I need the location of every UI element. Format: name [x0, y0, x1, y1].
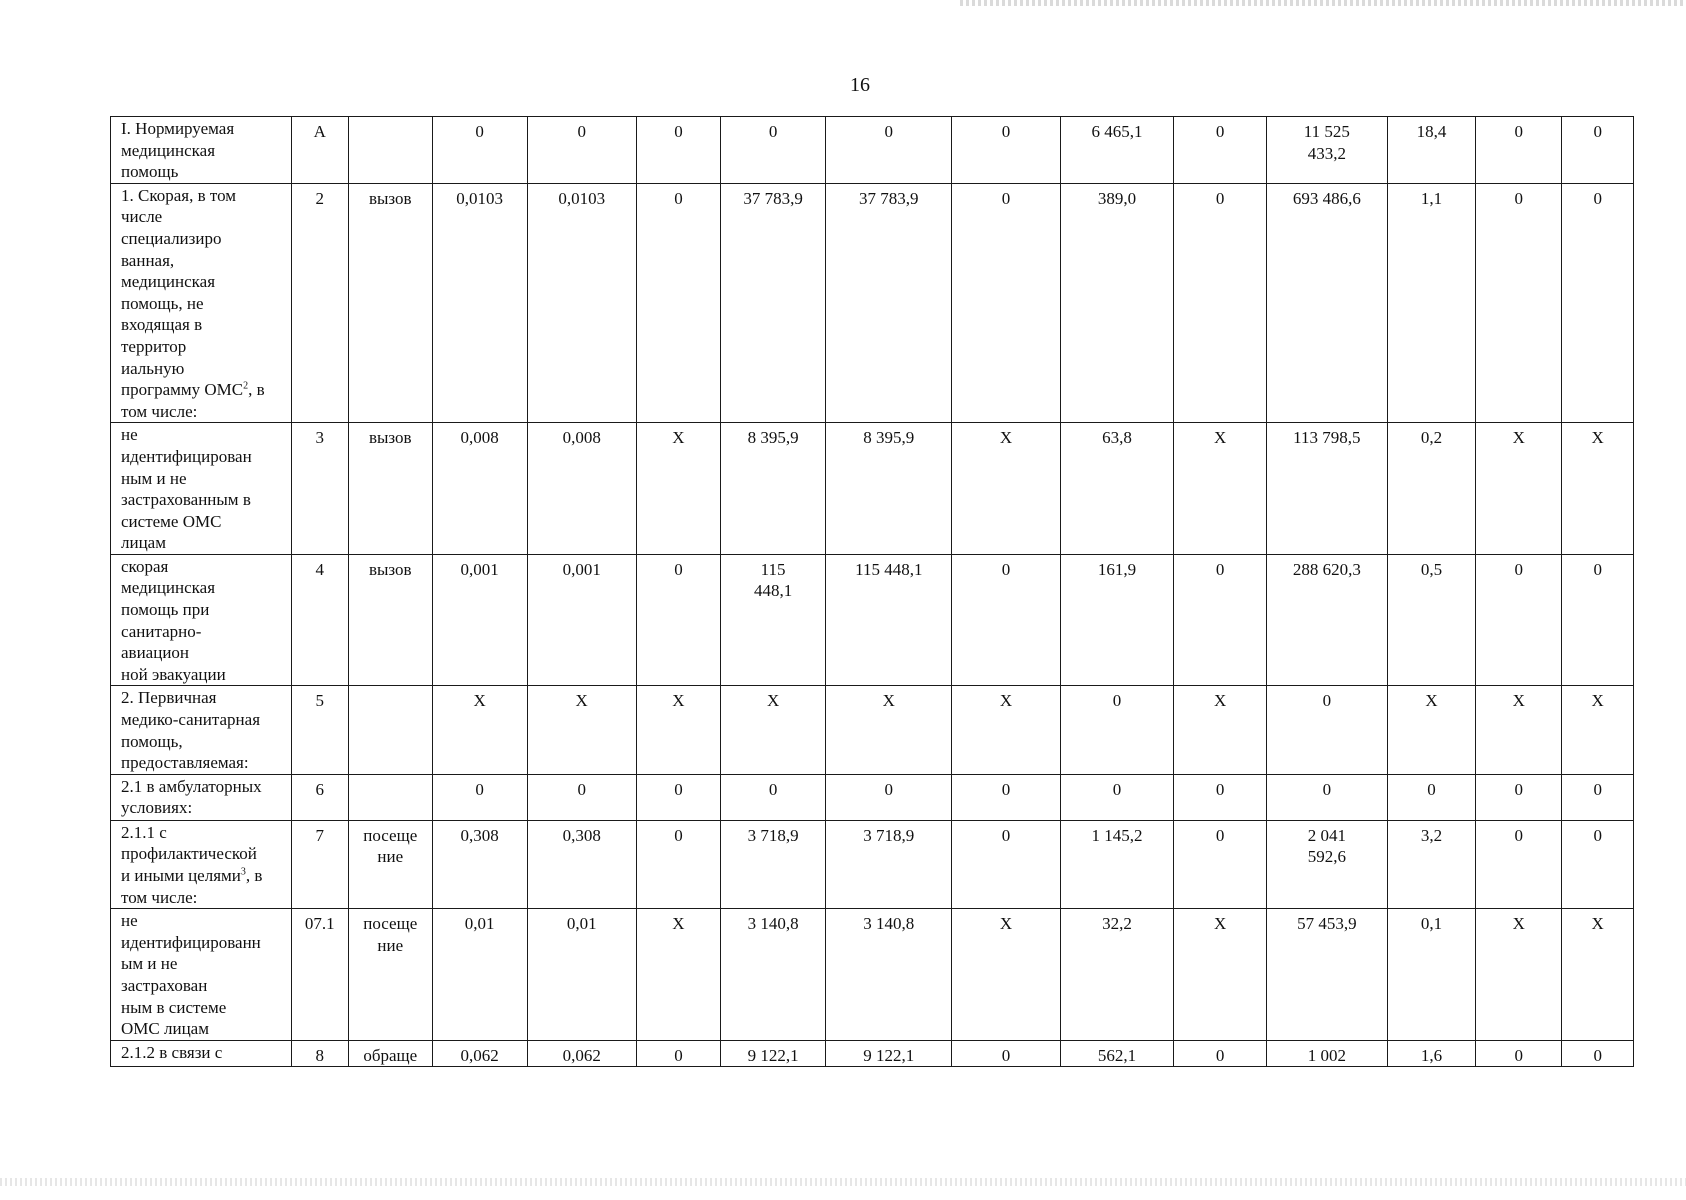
scan-noise-top: [960, 0, 1686, 6]
row-name-cell: [111, 183, 292, 423]
row-name-line: I. Нормируемая: [121, 119, 235, 138]
row-name-line: не: [121, 425, 138, 445]
unit-cell: [348, 820, 432, 908]
table-body: [111, 117, 1634, 1067]
value-cell: 0: [636, 1040, 720, 1067]
unit-cell: [348, 423, 432, 555]
value-cell: 0,01: [432, 909, 527, 1041]
value-cell: 18,4: [1387, 117, 1475, 184]
value-cell: 1 002: [1266, 1040, 1387, 1067]
table-row: [111, 183, 1634, 423]
value-cell: 57 453,9: [1266, 909, 1387, 1041]
footnote-marker: 3: [240, 866, 246, 878]
unit-cell: [348, 183, 432, 423]
row-name-line: медицинская: [121, 578, 216, 598]
value-cell: 0: [1060, 774, 1174, 820]
table-row: [111, 686, 1634, 774]
row-number-cell: 07.1: [291, 909, 348, 1041]
value-cell: 11 525 433,2: [1266, 117, 1387, 184]
row-name-line: не: [121, 911, 138, 931]
value-cell: 562,1: [1060, 1040, 1174, 1067]
value-cell: 0,01: [527, 909, 636, 1041]
value-cell: 0: [1562, 554, 1634, 686]
value-cell: 3 140,8: [721, 909, 826, 1041]
value-cell: X: [1562, 686, 1634, 774]
value-cell: 0,062: [527, 1040, 636, 1067]
value-cell: 115 448,1: [826, 554, 952, 686]
value-cell: 0: [527, 774, 636, 820]
value-cell: 288 620,3: [1266, 554, 1387, 686]
value-cell: X: [952, 423, 1060, 555]
value-cell: 3 718,9: [721, 820, 826, 908]
row-name-line: медико-санитарная: [121, 710, 261, 730]
row-name-line: скорая: [121, 556, 169, 576]
row-name-cell: [111, 423, 292, 555]
value-cell: 0: [1562, 117, 1634, 184]
row-name-line: помощь,: [121, 731, 183, 751]
value-cell: 0: [636, 820, 720, 908]
value-cell: 0,0103: [527, 183, 636, 423]
table-row: [111, 774, 1634, 820]
row-name-line: числе: [121, 207, 163, 227]
row-name-line: авиацион: [121, 643, 190, 663]
unit-cell: [348, 909, 432, 1041]
value-cell: 37 783,9: [721, 183, 826, 423]
row-name-cell: [111, 686, 292, 774]
row-name-line: медицинская: [121, 140, 216, 160]
row-name-line: , в: [245, 866, 263, 885]
value-cell: 0: [1476, 774, 1562, 820]
row-name-line: системе ОМС: [121, 511, 222, 531]
value-cell: 161,9: [1060, 554, 1174, 686]
value-cell: 0: [952, 183, 1060, 423]
row-name-line: иальную: [121, 358, 185, 378]
row-name-line: 1. Скорая, в том: [121, 185, 237, 205]
value-cell: 113 798,5: [1266, 423, 1387, 555]
value-cell: 0: [952, 774, 1060, 820]
row-name-line: специализиро: [121, 228, 222, 248]
value-cell: 0: [1476, 1040, 1562, 1067]
row-name-cell: [111, 117, 292, 184]
value-cell: 9 122,1: [826, 1040, 952, 1067]
value-cell: X: [1476, 423, 1562, 555]
value-cell: X: [636, 686, 720, 774]
value-cell: 0: [952, 820, 1060, 908]
value-cell: 0: [952, 1040, 1060, 1067]
value-cell: X: [432, 686, 527, 774]
value-cell: 0,308: [527, 820, 636, 908]
row-number-cell: 3: [291, 423, 348, 555]
table-row: [111, 1040, 1634, 1067]
row-name-line: помощь, не: [121, 293, 204, 313]
value-cell: X: [1476, 686, 1562, 774]
value-cell: 0,001: [432, 554, 527, 686]
row-name-cell: [111, 909, 292, 1041]
table-row: [111, 554, 1634, 686]
row-name-cell: [111, 774, 292, 820]
value-cell: 9 122,1: [721, 1040, 826, 1067]
table-row: [111, 117, 1634, 184]
value-cell: X: [826, 686, 952, 774]
row-name-line: том числе:: [121, 887, 198, 907]
value-cell: 0: [636, 554, 720, 686]
value-cell: 115 448,1: [721, 554, 826, 686]
table-row: [111, 909, 1634, 1041]
value-cell: 6 465,1: [1060, 117, 1174, 184]
value-cell: 0,008: [527, 423, 636, 555]
row-name-line: идентифицированн: [121, 932, 261, 952]
value-cell: X: [1174, 423, 1267, 555]
value-cell: X: [1174, 909, 1267, 1041]
value-cell: 0: [1562, 183, 1634, 423]
table-row: [111, 423, 1634, 555]
value-cell: 8 395,9: [721, 423, 826, 555]
value-cell: 0: [636, 117, 720, 184]
row-name-line: территор: [121, 336, 187, 356]
value-cell: 0: [1387, 774, 1475, 820]
unit-line: вызов: [368, 559, 412, 579]
value-cell: X: [636, 909, 720, 1041]
value-cell: 0: [721, 774, 826, 820]
row-number-cell: 2: [291, 183, 348, 423]
value-cell: 37 783,9: [826, 183, 952, 423]
row-name-line: помощь при: [121, 600, 210, 620]
value-cell: X: [1562, 909, 1634, 1041]
normative-table: [110, 116, 1634, 1067]
value-cell: 0: [1174, 774, 1267, 820]
row-name-line: 2.1 в амбулаторных: [121, 776, 262, 796]
row-number-cell: 8: [291, 1040, 348, 1067]
row-name-line: лицам: [121, 533, 166, 553]
unit-cell: [348, 117, 432, 184]
row-name-cell: [111, 820, 292, 908]
row-name-line: ванная,: [121, 250, 175, 270]
row-name-line: помощь: [121, 162, 179, 182]
value-cell: 0: [1562, 820, 1634, 908]
row-name-cell: [111, 554, 292, 686]
value-cell: 0: [1562, 774, 1634, 820]
unit-cell: [348, 554, 432, 686]
value-cell: X: [636, 423, 720, 555]
value-cell: 0: [952, 117, 1060, 184]
value-cell: 1,1: [1387, 183, 1475, 423]
row-name-line: ым и не: [121, 954, 178, 974]
row-name-line: медицинская: [121, 272, 216, 292]
footnote-marker: 2: [243, 380, 249, 392]
row-name-line: застрахован: [121, 975, 208, 995]
value-cell: 0,062: [432, 1040, 527, 1067]
value-cell: 0: [1174, 820, 1267, 908]
value-cell: 0: [1174, 117, 1267, 184]
value-cell: X: [1387, 686, 1475, 774]
value-cell: 0: [1476, 117, 1562, 184]
value-cell: X: [1476, 909, 1562, 1041]
row-number-cell: 7: [291, 820, 348, 908]
value-cell: 0: [527, 117, 636, 184]
value-cell: 693 486,6: [1266, 183, 1387, 423]
row-name-line: , в: [248, 380, 265, 400]
value-cell: 0: [721, 117, 826, 184]
value-cell: 0: [1476, 820, 1562, 908]
value-cell: 0,0103: [432, 183, 527, 423]
value-cell: 0: [1266, 686, 1387, 774]
row-number-cell: 4: [291, 554, 348, 686]
value-cell: 0,001: [527, 554, 636, 686]
value-cell: 0,5: [1387, 554, 1475, 686]
value-cell: 0: [432, 117, 527, 184]
value-cell: 0: [1476, 554, 1562, 686]
value-cell: 0,1: [1387, 909, 1475, 1041]
value-cell: 0: [636, 774, 720, 820]
row-name-line: входящая в: [121, 315, 203, 335]
unit-line: ние: [377, 847, 404, 867]
value-cell: 0,008: [432, 423, 527, 555]
value-cell: 3,2: [1387, 820, 1475, 908]
row-name-line: ОМС лицам: [121, 1019, 209, 1039]
value-cell: 0: [1562, 1040, 1634, 1067]
row-name-line: профилактической: [121, 844, 257, 864]
value-cell: 0: [1476, 183, 1562, 423]
row-number-cell: А: [291, 117, 348, 184]
unit-cell: [348, 686, 432, 774]
value-cell: X: [527, 686, 636, 774]
value-cell: X: [952, 686, 1060, 774]
value-cell: 0: [432, 774, 527, 820]
unit-line: обраще: [363, 1045, 418, 1065]
row-name-line: ным в системе: [121, 997, 227, 1017]
unit-line: посеще: [363, 914, 418, 934]
scan-noise-bottom: [0, 1178, 1686, 1186]
value-cell: 3 140,8: [826, 909, 952, 1041]
value-cell: X: [952, 909, 1060, 1041]
value-cell: X: [721, 686, 826, 774]
table-row: [111, 820, 1634, 908]
value-cell: 0: [1266, 774, 1387, 820]
row-name-line: том числе:: [121, 401, 198, 421]
unit-line: вызов: [368, 428, 412, 448]
unit-cell: [348, 1040, 432, 1067]
row-name-line: 2.1.2 в связи с: [121, 1042, 223, 1062]
value-cell: 0,308: [432, 820, 527, 908]
row-name-line: санитарно-: [121, 621, 202, 641]
row-number-cell: 5: [291, 686, 348, 774]
value-cell: 1 145,2: [1060, 820, 1174, 908]
value-cell: 32,2: [1060, 909, 1174, 1041]
value-cell: 0: [826, 117, 952, 184]
value-cell: X: [1562, 423, 1634, 555]
value-cell: 8 395,9: [826, 423, 952, 555]
page-number: 16: [850, 74, 870, 96]
unit-line: вызов: [368, 188, 412, 208]
row-name-line: ной эвакуации: [121, 664, 226, 684]
row-name-line: застрахованным в: [121, 490, 251, 510]
unit-line: ние: [377, 935, 404, 955]
value-cell: 2 041 592,6: [1266, 820, 1387, 908]
row-name-line: 2. Первичная: [121, 688, 217, 708]
value-cell: 0: [1174, 183, 1267, 423]
row-name-cell: [111, 1040, 292, 1067]
row-name-line: и иными целями: [121, 866, 241, 885]
row-name-line: условиях:: [121, 798, 193, 818]
value-cell: 0: [636, 183, 720, 423]
row-number-cell: 6: [291, 774, 348, 820]
value-cell: 63,8: [1060, 423, 1174, 555]
value-cell: 3 718,9: [826, 820, 952, 908]
value-cell: 0: [826, 774, 952, 820]
value-cell: 0: [1174, 554, 1267, 686]
row-name-line: идентифицирован: [121, 446, 252, 466]
value-cell: 0: [1060, 686, 1174, 774]
row-name-line: 2.1.1 с: [121, 822, 167, 842]
row-name-line: ным и не: [121, 468, 187, 488]
unit-line: посеще: [363, 825, 418, 845]
value-cell: 0: [1174, 1040, 1267, 1067]
value-cell: 1,6: [1387, 1040, 1475, 1067]
row-name-line: программу ОМС: [121, 380, 244, 400]
value-cell: 0,2: [1387, 423, 1475, 555]
value-cell: 389,0: [1060, 183, 1174, 423]
row-name-line: предоставляемая:: [121, 753, 249, 773]
value-cell: X: [1174, 686, 1267, 774]
value-cell: 0: [952, 554, 1060, 686]
unit-cell: [348, 774, 432, 820]
